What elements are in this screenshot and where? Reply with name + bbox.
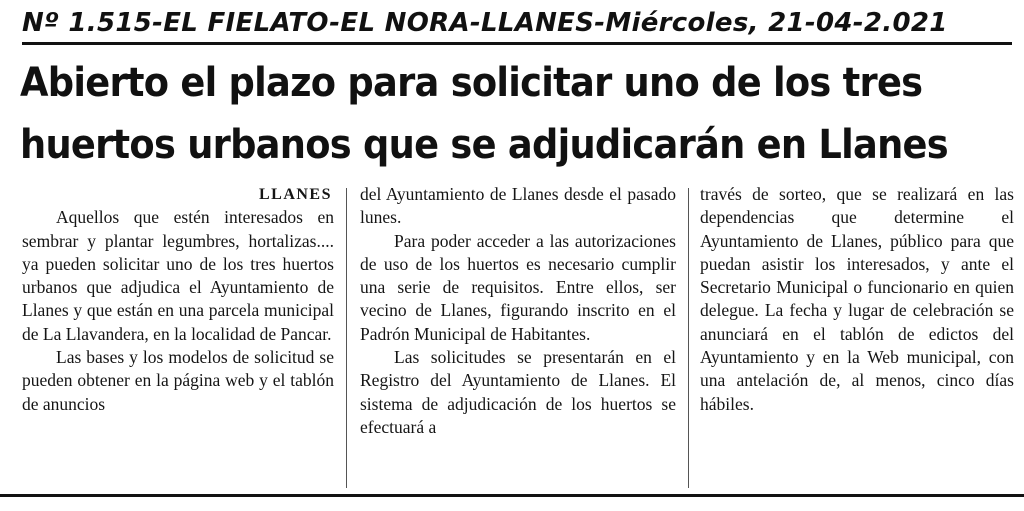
paragraph: Las bases y los modelos de solicitud se pueden obtener en la página web y el tablón de anuncios bbox=[22, 347, 334, 414]
column-divider bbox=[688, 188, 689, 488]
masthead-issue-line: Nº 1.515-EL FIELATO-EL NORA-LLANES-Miércoles, 21-04-2.021 bbox=[22, 8, 948, 38]
column-divider bbox=[346, 188, 347, 488]
article-column-3 bbox=[700, 183, 1014, 416]
headline bbox=[20, 52, 948, 176]
paragraph: Para poder acceder a las autorizaciones de uso de los huertos es necesario cumplir una serie de requisitos. Entre ellos, ser vecino de Llanes, figurando inscrito en el Padrón Municipal de Habitantes. bbox=[360, 230, 676, 344]
paragraph: Aquellos que estén interesados en sembrar y plantar legumbres, hortalizas.... ya pueden solicitar uno de los tres huertos urbanos que adjudica el Ayuntamiento de Llanes y que están en una parcela municipal de La Llavandera, en la localidad de Pancar. bbox=[22, 207, 334, 344]
paragraph-continuation: del Ayuntamiento de Llanes desde el pasado lunes. bbox=[360, 184, 676, 228]
article-column-2 bbox=[360, 183, 676, 439]
paragraph: Las solicitudes se presentarán en el Registro del Ayuntamiento de Llanes. El sistema de adjudicación de los huertos se efectuará a bbox=[360, 347, 676, 437]
headline-line-1: Abierto el plazo para solicitar uno de los tres bbox=[20, 60, 923, 106]
paragraph-continuation: través de sorteo, que se realizará en las dependencias que determine el Ayuntamiento de Llanes, público para que puedan asistir los interesados, y ante el Secretario Municipal o funcionario en quien delegue. La fecha y lugar de celebración se anunciará en el tablón de edictos del Ayuntamiento y en la Web municipal, con una antelación de, al menos, cinco días hábiles. bbox=[700, 184, 1014, 414]
bottom-rule bbox=[0, 494, 1024, 497]
article-column-1 bbox=[22, 183, 334, 416]
byline: LLANES bbox=[258, 186, 332, 203]
masthead-underline bbox=[22, 42, 1012, 45]
headline-line-2: huertos urbanos que se adjudicarán en Llanes bbox=[20, 122, 948, 168]
